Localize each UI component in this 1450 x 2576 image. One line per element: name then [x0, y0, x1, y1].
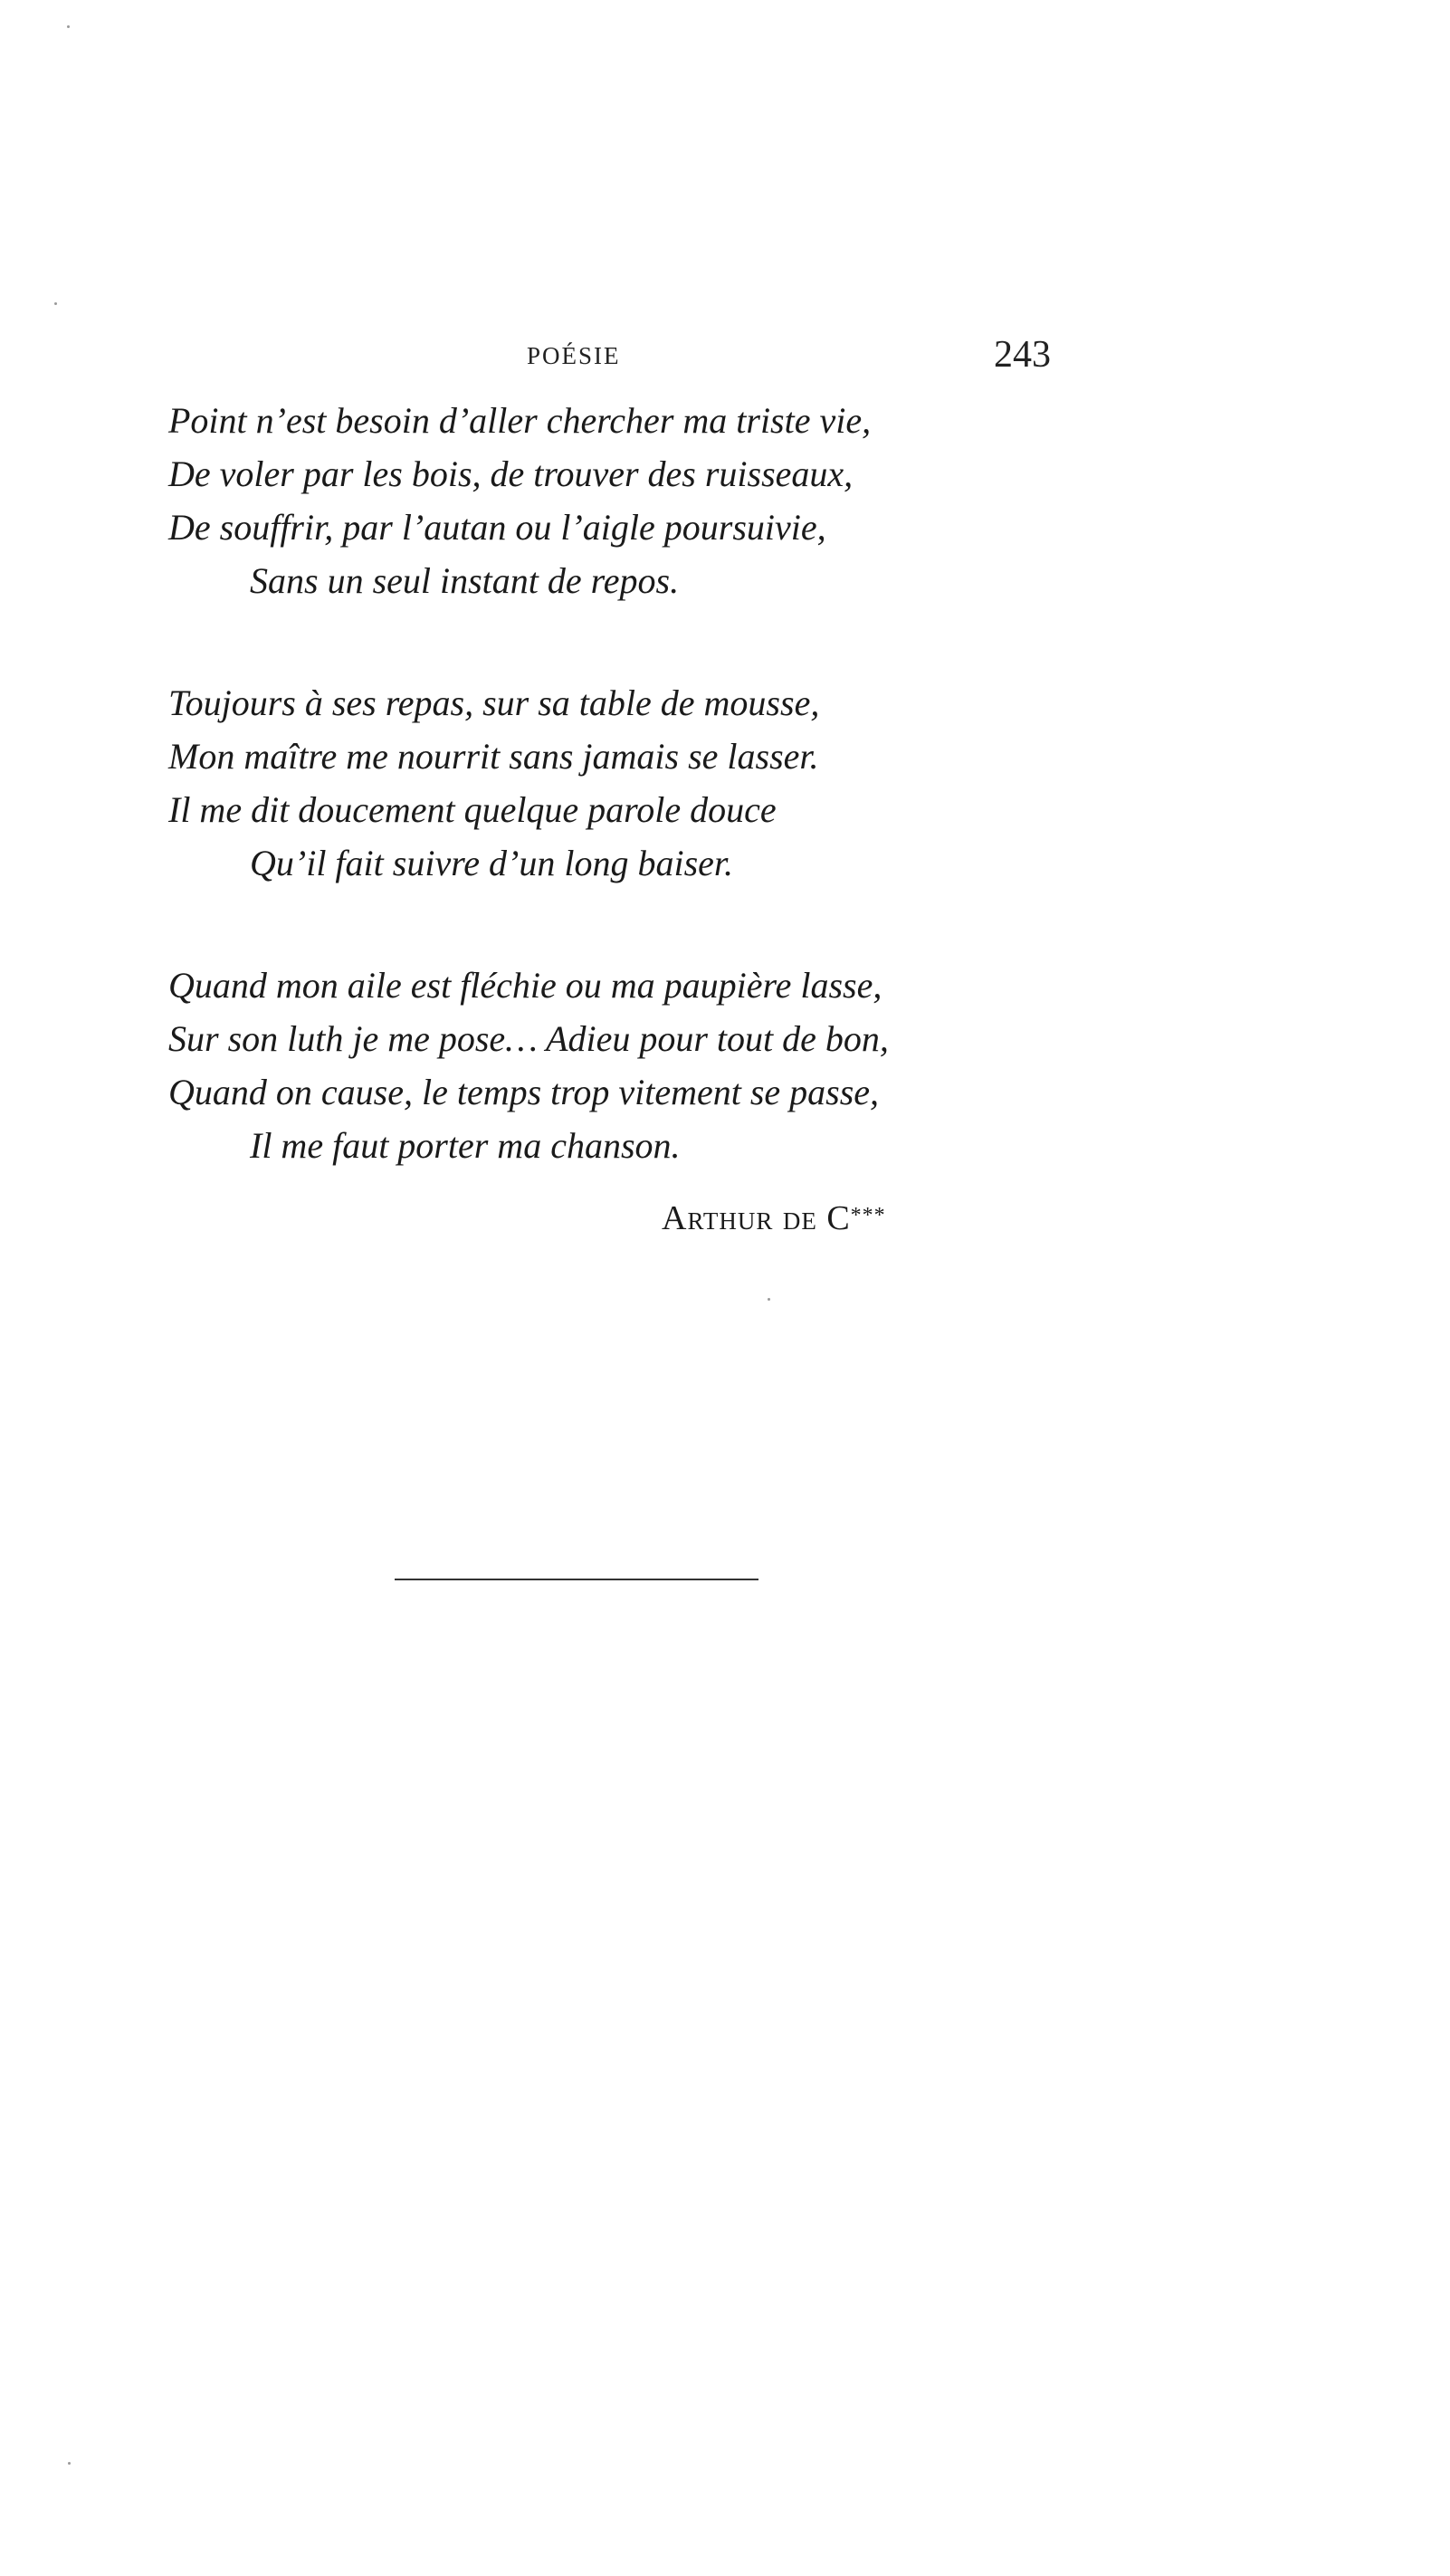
- author-signature: [662, 1198, 886, 1238]
- running-head: [0, 333, 1450, 378]
- verse-line-indented: Qu’il fait suivre d’un long baiser.: [250, 843, 734, 883]
- paper-speck: [54, 302, 57, 305]
- running-title: POÉSIE: [527, 342, 621, 369]
- verse-line: Sur son luth je me pose… Adieu pour tout de bon,: [168, 1018, 889, 1059]
- verse-line: Point n’est besoin d’aller chercher ma triste vie,: [168, 400, 872, 441]
- end-rule-divider: [395, 1579, 758, 1580]
- verse-line: Toujours à ses repas, sur sa table de mousse,: [168, 682, 820, 723]
- verse-line: Il me dit doucement quelque parole douce: [168, 789, 777, 830]
- verse-line-indented: Sans un seul instant de repos.: [250, 560, 680, 601]
- paper-speck: [768, 1298, 770, 1301]
- signature-name: Arthur de C: [662, 1199, 851, 1237]
- verse-line-indented: Il me faut porter ma chanson.: [250, 1125, 681, 1166]
- signature-suffix: ***: [850, 1204, 886, 1227]
- stanza-2: [168, 676, 1073, 890]
- verse-line: De voler par les bois, de trouver des ruisseaux,: [168, 453, 854, 494]
- page-number: 243: [994, 334, 1051, 376]
- paper-speck: [68, 2462, 71, 2465]
- verse-line: De souffrir, par l’autan ou l’aigle poursuivie,: [168, 507, 826, 548]
- verse-line: Quand on cause, le temps trop vitement se passe,: [168, 1072, 880, 1112]
- verse-line: Quand mon aile est fléchie ou ma paupière lasse,: [168, 965, 882, 1006]
- poem: [168, 394, 1073, 1241]
- verse-line: Mon maître me nourrit sans jamais se lasser.: [168, 736, 819, 777]
- stanza-3: [168, 959, 1073, 1172]
- paper-speck: [67, 25, 70, 28]
- stanza-1: [168, 394, 1073, 607]
